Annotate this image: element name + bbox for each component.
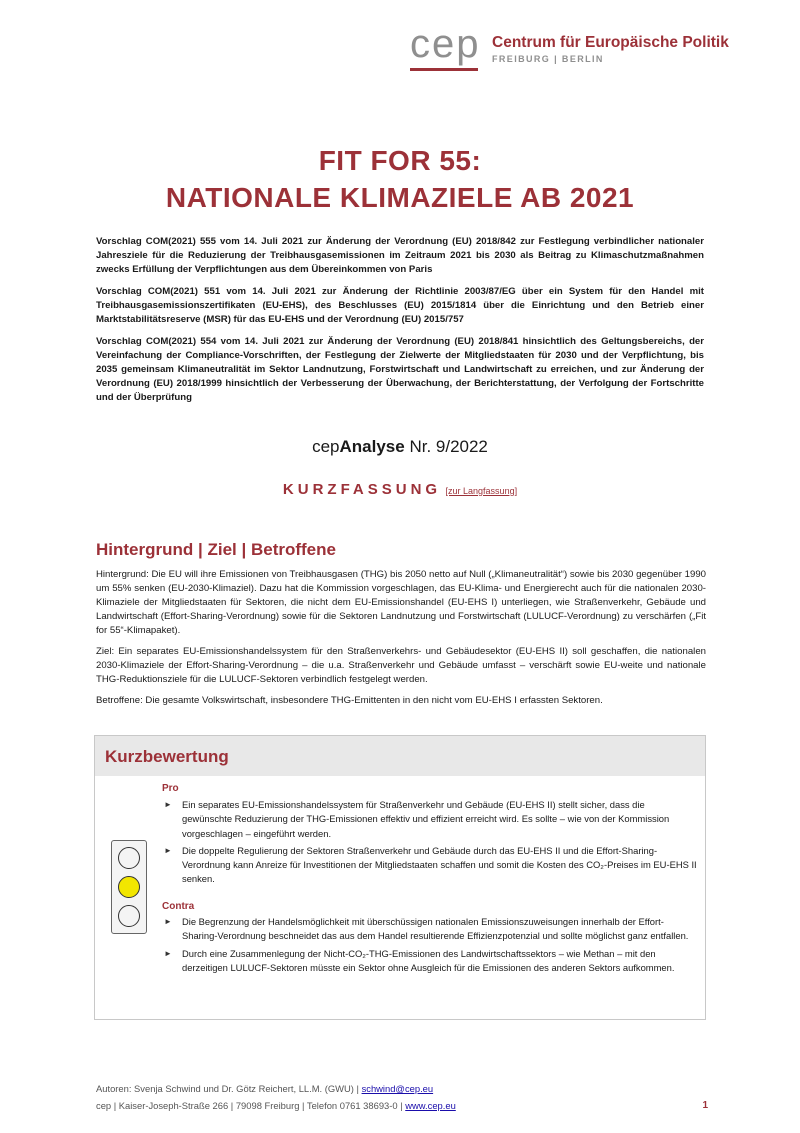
langfassung-link[interactable]: [zur Langfassung] bbox=[445, 486, 518, 496]
analysis-number-text: Nr. 9/2022 bbox=[404, 437, 488, 456]
kurzbewertung-heading: Kurzbewertung bbox=[95, 736, 705, 776]
authors-text: Autoren: Svenja Schwind und Dr. Götz Reichert, LL.M. (GWU) | bbox=[96, 1083, 362, 1094]
paragraph-ziel: Ziel: Ein separates EU-Emissionshandelssystem für den Straßenverkehrs- und Gebäudesektor (EU-EHS II) soll geschaffen, die nationalen 2030-Klimaziele der Effort-Sharing-Verordnung – die u.a. Straßenverkehr und Gebäude umfasst – verschärft sowie EU-weite und nationale THG-Reduktionsziele für die LULUCF-Sektoren verbindlich festgelegt werden. bbox=[96, 646, 706, 685]
paragraph-betroffene: Betroffene: Die gesamte Volkswirtschaft, insbesondere THG-Emittenten in den nicht vom EU-EHS I erfassten Sektoren. bbox=[96, 695, 603, 706]
analysis-bold: Analyse bbox=[339, 437, 405, 456]
pro-item-text: Ein separates EU-Emissionshandelssystem für Straßenverkehr und Gebäude (EU-EHS II) stellt sicher, dass die gewünschte Reduzierung der THG-Emissionen effektiv und effizient erreicht wird. Es sollte – wie von der Kommission vorgeschlagen – eingeführt werden. bbox=[182, 799, 670, 839]
list-item bbox=[162, 844, 697, 887]
right-triangle-bullet-icon: ► bbox=[164, 917, 172, 926]
proposal-list bbox=[96, 235, 704, 413]
traffic-light-bottom-lamp bbox=[118, 905, 140, 927]
cep-logo: cep bbox=[410, 22, 481, 66]
kurzfassung-label: KURZFASSUNG bbox=[282, 481, 442, 498]
footer-authors bbox=[96, 1080, 708, 1097]
right-triangle-bullet-icon: ► bbox=[164, 845, 172, 855]
contra-label: Contra bbox=[162, 901, 195, 912]
analysis-number bbox=[0, 437, 800, 457]
paragraph-hintergrund: Hintergrund: Die EU will ihre Emissionen von Treibhausgasen (THG) bis 2050 netto auf Null („Klimaneutralität“) sowie bis 2030 gegenüber 1990 um 55% senken (EU-2030-Klimaziel). Dazu hat die Kommission vorgeschlagen, das EU-Klima- und Energierecht auch für die nationalen 2030-Klimaziele der Mitgliedstaaten für Sektoren, die nicht dem EU-Emissionshandel (EU-EHS I) unterliegen, wie Straßenverkehr, Gebäude und Landwirtschaft (Effort-Sharing-Verordnung) sowie für die Sektoren Landnutzung und Forstwirtschaft (LULUCF-Verordnung) zu verschärfen („Fit for 55“-Klimapaket). bbox=[96, 569, 706, 636]
page-number: 1 bbox=[702, 1100, 708, 1111]
proposal-item: Vorschlag COM(2021) 554 vom 14. Juli 2021 zur Änderung der Verordnung (EU) 2018/841 hinsichtlich des Geltungsbereichs, der Vereinfachung der Compliance-Vorschriften, der Festlegung der Zielwerte der Mitgliedstaaten für 2030 und der Verpflichtung, bis 2035 gemeinsam Klimaneutralität im Sektor Landnutzung, Forstwirtschaft und Landwirtschaft zu erreichen, und zur Änderung der Verordnung (EU) 2018/1999 hinsichtlich der Verbesserung der Überwachung, der Berichterstattung, der Verfolgung der Fortschritte und der Überprüfung bbox=[96, 336, 704, 403]
analysis-prefix: cep bbox=[312, 437, 340, 456]
traffic-light-icon bbox=[111, 840, 147, 934]
document-title-line-2: NATIONALE KLIMAZIELE AB 2021 bbox=[165, 182, 635, 213]
footer-address bbox=[96, 1097, 708, 1114]
proposal-item: Vorschlag COM(2021) 551 vom 14. Juli 2021 zur Änderung der Richtlinie 2003/87/EG über ein System für den Handel mit Treibhausgasemissionszertifikaten (EU-EHS), des Beschlusses (EU) 2015/1814 über die Einrichtung und den Betrieb einer Marktstabilitätsreserve (MSR) für das EU-EHS und der Verordnung (EU) 2015/757 bbox=[96, 286, 704, 325]
traffic-light-top-lamp bbox=[118, 847, 140, 869]
section-body bbox=[96, 568, 706, 715]
organization-locations: FREIBURG | BERLIN bbox=[492, 54, 604, 64]
address-text: cep | Kaiser-Joseph-Straße 266 | 79098 Freiburg | Telefon 0761 38693-0 | bbox=[96, 1100, 406, 1111]
right-triangle-bullet-icon: ► bbox=[164, 948, 172, 958]
list-item bbox=[162, 915, 697, 944]
document-title-line-1: FIT FOR 55: bbox=[318, 145, 482, 176]
website-link[interactable]: www.cep.eu bbox=[405, 1100, 456, 1111]
proposal-item: Vorschlag COM(2021) 555 vom 14. Juli 2021 zur Änderung der Verordnung (EU) 2018/842 zur Festlegung verbindlicher nationaler Jahresziele für die Reduzierung der Treibhausgasemissionen im Zeitraum 2021 bis 2030 als Beitrag zu Klimaschutzmaßnahmen zwecks Erfüllung der Verpflichtungen aus dem Übereinkommen von Paris bbox=[96, 236, 704, 275]
page-footer bbox=[96, 1080, 708, 1114]
traffic-light-middle-lamp bbox=[118, 876, 140, 898]
contra-item-text: Die Begrenzung der Handelsmöglichkeit mit überschüssigen nationalen Emissionszuweisungen innerhalb der Effort-Sharing-Verordnung beschneidet das aus dem Handel resultierende Effizienzpotenzial und sollte möglichst ganz entfallen. bbox=[182, 916, 689, 942]
list-item bbox=[162, 947, 697, 976]
author-email-link[interactable]: schwind@cep.eu bbox=[361, 1083, 434, 1094]
kurzbewertung-box bbox=[94, 735, 706, 1020]
contra-list bbox=[162, 915, 697, 978]
page-header bbox=[410, 22, 790, 76]
kurzfassung-heading bbox=[0, 481, 800, 499]
pro-label: Pro bbox=[162, 783, 179, 794]
section-heading: Hintergrund | Ziel | Betroffene bbox=[96, 540, 336, 559]
pro-item-text: Die doppelte Regulierung der Sektoren Straßenverkehr und Gebäude durch das EU-EHS II und die Effort-Sharing-Verordnung kann Anreize für Investitionen der Mitgliedstaaten schaffen und somit die Kosten des CO₂-Preises im EU-EHS II senken. bbox=[182, 844, 697, 885]
pro-list bbox=[162, 798, 697, 890]
list-item bbox=[162, 798, 697, 841]
right-triangle-bullet-icon: ► bbox=[164, 800, 172, 809]
contra-item-text: Durch eine Zusammenlegung der Nicht-CO₂-THG-Emissionen des Landwirtschaftssektors – wie Methan – mit den derzeitigen LULUCF-Sektoren müsste ein Sektor ohne Ausgleich für die Emissionen des anderen Sektors aufkommen. bbox=[182, 947, 675, 973]
organization-name: Centrum für Europäische Politik bbox=[492, 34, 729, 51]
logo-underline bbox=[410, 68, 478, 71]
